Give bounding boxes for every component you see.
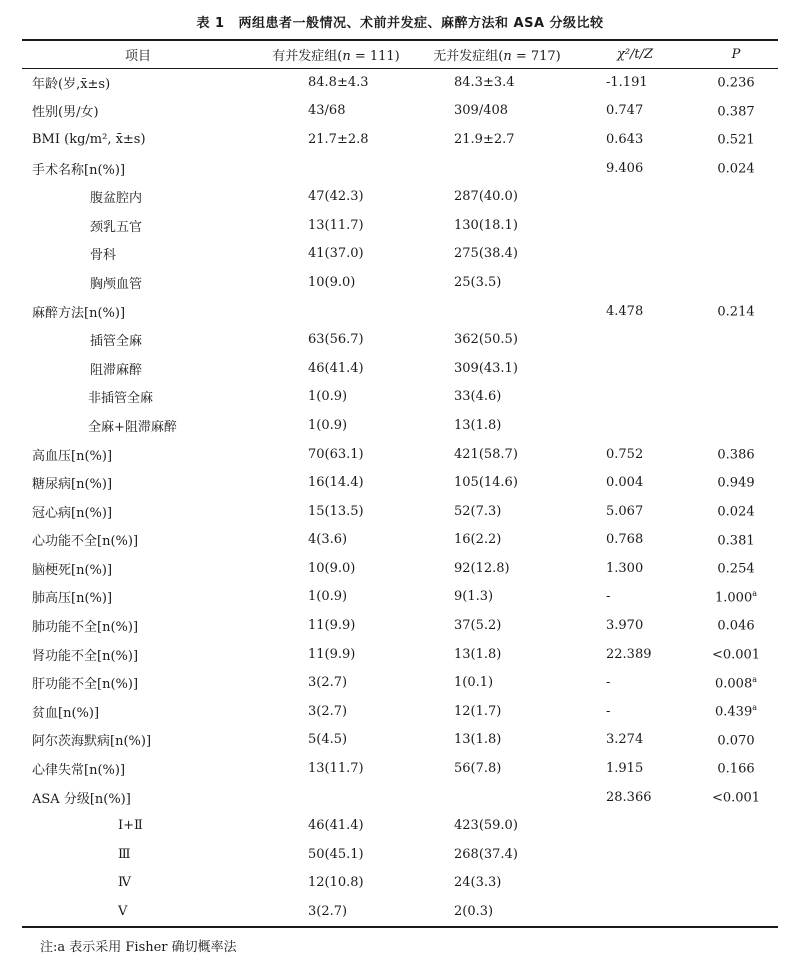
row-label: 心功能不全[n(%)]	[32, 534, 139, 550]
statistic-value: 0.747	[606, 103, 644, 119]
p-value	[694, 811, 778, 840]
table-row	[22, 611, 778, 640]
statistic-value: 3.274	[606, 732, 644, 748]
group1-value: 43/68	[308, 103, 346, 119]
statistic-value: 22.389	[606, 646, 652, 662]
p-value: 0.046	[717, 618, 755, 634]
row-label: Ⅴ	[118, 904, 128, 920]
statistic-value	[576, 897, 694, 926]
p-value: 0.008$^a$	[715, 674, 757, 691]
table-number: 表 1	[196, 16, 225, 31]
group2-value: 24(3.3)	[454, 875, 502, 891]
row-label: 插管全麻	[90, 334, 143, 350]
row-label: 手术名称[n(%)]	[32, 162, 126, 178]
statistic-value: -	[606, 589, 611, 605]
group1-value	[254, 783, 418, 812]
statistic-value	[576, 211, 694, 240]
row-label: 肺高压[n(%)]	[32, 591, 113, 607]
group2-value	[418, 783, 576, 812]
group2-value: 9(1.3)	[454, 589, 494, 605]
table-row	[22, 383, 778, 412]
row-label: 胸颅血管	[90, 276, 143, 292]
row-label: ASA 分级[n(%)]	[32, 791, 131, 807]
statistic-value: 0.752	[606, 446, 644, 462]
row-label: 心律失常[n(%)]	[32, 763, 126, 779]
p-value	[694, 897, 778, 926]
p-value: 0.387	[717, 104, 755, 120]
p-value-footnote-mark: a	[752, 588, 757, 598]
group1-value: 21.7±2.8	[308, 131, 369, 147]
group2-value: 84.3±3.4	[454, 74, 515, 90]
statistic-value	[576, 383, 694, 412]
statistic-value	[576, 811, 694, 840]
group2-value: 2(0.3)	[454, 904, 494, 920]
statistic-value	[576, 240, 694, 269]
row-label: 高血压[n(%)]	[32, 448, 113, 464]
group2-value: 92(12.8)	[454, 560, 510, 576]
bottom-rule	[22, 926, 778, 928]
statistic-value: 0.004	[606, 475, 644, 491]
p-value	[694, 411, 778, 440]
p-value: 0.386	[717, 447, 755, 463]
table-row	[22, 240, 778, 269]
row-label: 性别(男/女)	[32, 105, 99, 121]
header-row	[22, 40, 778, 68]
statistic-value: 28.366	[606, 789, 652, 805]
group2-value: 130(18.1)	[454, 217, 518, 233]
group2-value: 13(1.8)	[454, 417, 502, 433]
group1-value: 4(3.6)	[308, 532, 348, 548]
table-title: 两组患者一般情况、术前并发症、麻醉方法和 ASA 分级比较	[238, 16, 604, 31]
p-value	[694, 840, 778, 869]
table-row	[22, 211, 778, 240]
group1-value: 41(37.0)	[308, 246, 364, 262]
group2-value: 56(7.8)	[454, 761, 502, 777]
group2-value: 33(4.6)	[454, 389, 502, 405]
group2-value	[418, 297, 576, 326]
statistic-value: 4.478	[606, 303, 644, 319]
table-row	[22, 97, 778, 126]
header-statistic: χ²/t/Z	[616, 46, 654, 62]
group1-value: 10(9.0)	[308, 560, 356, 576]
group2-value: 13(1.8)	[454, 732, 502, 748]
group1-value: 70(63.1)	[308, 446, 364, 462]
group2-value: 423(59.0)	[454, 818, 518, 834]
p-value: <0.001	[711, 790, 761, 806]
p-value	[694, 211, 778, 240]
statistic-value: 3.970	[606, 618, 644, 634]
group2-value: 105(14.6)	[454, 475, 518, 491]
statistic-value	[576, 325, 694, 354]
table-row	[22, 869, 778, 898]
p-value-footnote-mark: a	[752, 703, 757, 713]
p-value	[694, 869, 778, 898]
group1-value: 16(14.4)	[308, 475, 364, 491]
row-label: Ⅰ+Ⅱ	[118, 818, 143, 834]
p-value	[694, 354, 778, 383]
group1-value	[254, 154, 418, 183]
group1-value: 50(45.1)	[308, 846, 364, 862]
group1-value: 47(42.3)	[308, 189, 364, 205]
table-row	[22, 325, 778, 354]
group2-value: 37(5.2)	[454, 618, 502, 634]
group2-value: 362(50.5)	[454, 332, 518, 348]
row-label: Ⅳ	[118, 875, 131, 891]
table-row	[22, 411, 778, 440]
p-value	[694, 325, 778, 354]
group1-value: 12(10.8)	[308, 875, 364, 891]
p-value: 0.381	[717, 532, 755, 548]
group2-value: 275(38.4)	[454, 246, 518, 262]
p-value: 0.236	[717, 75, 755, 91]
header-group2: 无并发症组(n = 717)	[433, 48, 561, 64]
group1-value: 10(9.0)	[308, 274, 356, 290]
group1-value: 3(2.7)	[308, 675, 348, 691]
group2-value	[418, 154, 576, 183]
p-value: 1.000$^a$	[715, 588, 757, 606]
group1-value: 1(0.9)	[308, 589, 348, 605]
p-value: 0.024	[717, 504, 755, 520]
table-row	[22, 640, 778, 669]
row-label: 颈乳五官	[90, 219, 143, 235]
row-label: Ⅲ	[118, 846, 131, 862]
group2-value: 421(58.7)	[454, 446, 518, 462]
group1-value: 63(56.7)	[308, 332, 364, 348]
statistic-value: 5.067	[606, 503, 644, 519]
statistic-value	[576, 354, 694, 383]
row-label: 全麻+阻滞麻醉	[88, 419, 177, 435]
table-row	[22, 754, 778, 783]
group2-value: 287(40.0)	[454, 189, 518, 205]
row-label: BMI (kg/m², x̄±s)	[32, 131, 146, 147]
table-row	[22, 68, 778, 97]
group1-value: 46(41.4)	[308, 360, 364, 376]
table-row	[22, 697, 778, 726]
row-label: 脑梗死[n(%)]	[32, 562, 113, 578]
row-label: 肝功能不全[n(%)]	[32, 677, 139, 693]
group2-value: 52(7.3)	[454, 503, 502, 519]
group2-value: 16(2.2)	[454, 532, 502, 548]
group2-value: 25(3.5)	[454, 274, 502, 290]
table-body	[22, 68, 778, 926]
row-label: 肾功能不全[n(%)]	[32, 648, 139, 664]
p-value: 0.166	[717, 761, 755, 777]
group1-value: 13(11.7)	[308, 217, 364, 233]
statistic-value: 0.643	[606, 131, 644, 147]
group1-value: 84.8±4.3	[308, 74, 369, 90]
statistic-value	[576, 869, 694, 898]
table-row	[22, 897, 778, 926]
p-value	[694, 240, 778, 269]
statistic-value: 1.915	[606, 761, 644, 777]
p-value: 0.254	[717, 561, 755, 577]
group2-value: 21.9±2.7	[454, 131, 515, 147]
table-row	[22, 297, 778, 326]
header-item: 项目	[124, 48, 151, 64]
table-row	[22, 583, 778, 612]
table-row	[22, 125, 778, 154]
p-value: <0.001	[711, 647, 761, 663]
group1-value: 46(41.4)	[308, 818, 364, 834]
comparison-table	[22, 40, 778, 926]
table-caption	[0, 12, 800, 31]
table-row	[22, 526, 778, 555]
row-label: 腹盆腔内	[90, 191, 143, 207]
table-row	[22, 154, 778, 183]
group1-value: 13(11.7)	[308, 761, 364, 777]
row-label: 肺功能不全[n(%)]	[32, 620, 139, 636]
table-row	[22, 668, 778, 697]
statistic-value	[576, 411, 694, 440]
statistic-value: 0.768	[606, 532, 644, 548]
p-value: 0.949	[717, 475, 755, 491]
header-group1: 有并发症组(n = 111)	[272, 48, 400, 64]
table-row	[22, 840, 778, 869]
row-label: 非插管全麻	[88, 391, 154, 407]
row-label: 糖尿病[n(%)]	[32, 477, 113, 493]
p-value: 0.024	[717, 161, 755, 177]
group1-value: 1(0.9)	[308, 417, 348, 433]
group1-value: 3(2.7)	[308, 904, 348, 920]
table-row	[22, 268, 778, 297]
row-label: 阿尔茨海默病[n(%)]	[32, 734, 152, 750]
table-row	[22, 783, 778, 812]
group2-value: 1(0.1)	[454, 675, 494, 691]
group2-value: 13(1.8)	[454, 646, 502, 662]
p-value: 0.521	[717, 132, 755, 148]
table-row	[22, 468, 778, 497]
row-label: 麻醉方法[n(%)]	[32, 305, 126, 321]
statistic-value	[576, 840, 694, 869]
row-label: 骨科	[90, 248, 117, 264]
p-value	[694, 268, 778, 297]
p-value: 0.214	[717, 304, 755, 320]
table-footnote: 注:a 表示采用 Fisher 确切概率法	[40, 940, 237, 955]
p-value: 0.070	[717, 733, 755, 749]
statistic-value: 1.300	[606, 560, 644, 576]
statistic-value	[576, 268, 694, 297]
group1-value: 11(9.9)	[308, 646, 356, 662]
group1-value: 15(13.5)	[308, 503, 364, 519]
group2-value: 309/408	[454, 103, 509, 119]
group2-value: 268(37.4)	[454, 846, 518, 862]
table-row	[22, 182, 778, 211]
table-row	[22, 354, 778, 383]
group1-value: 1(0.9)	[308, 389, 348, 405]
table-row	[22, 440, 778, 469]
header-p: P	[731, 46, 741, 62]
row-label: 贫血[n(%)]	[32, 705, 100, 721]
group2-value: 12(1.7)	[454, 703, 502, 719]
p-value	[694, 182, 778, 211]
statistic-value: -1.191	[606, 74, 648, 90]
p-value: 0.439$^a$	[715, 703, 757, 720]
row-label: 阻滞麻醉	[90, 362, 143, 378]
statistic-value: 9.406	[606, 160, 644, 176]
group1-value: 11(9.9)	[308, 618, 356, 634]
group2-value: 309(43.1)	[454, 360, 518, 376]
p-value	[694, 383, 778, 412]
group1-value: 3(2.7)	[308, 703, 348, 719]
row-label: 冠心病[n(%)]	[32, 505, 113, 521]
table-row	[22, 726, 778, 755]
group1-value: 5(4.5)	[308, 732, 348, 748]
table-row	[22, 554, 778, 583]
p-value-footnote-mark: a	[752, 674, 757, 684]
group1-value	[254, 297, 418, 326]
statistic-value: -	[606, 675, 611, 691]
row-label: 年龄(岁,x̄±s)	[32, 76, 111, 92]
table-row	[22, 811, 778, 840]
table-row	[22, 497, 778, 526]
statistic-value: -	[606, 703, 611, 719]
statistic-value	[576, 182, 694, 211]
